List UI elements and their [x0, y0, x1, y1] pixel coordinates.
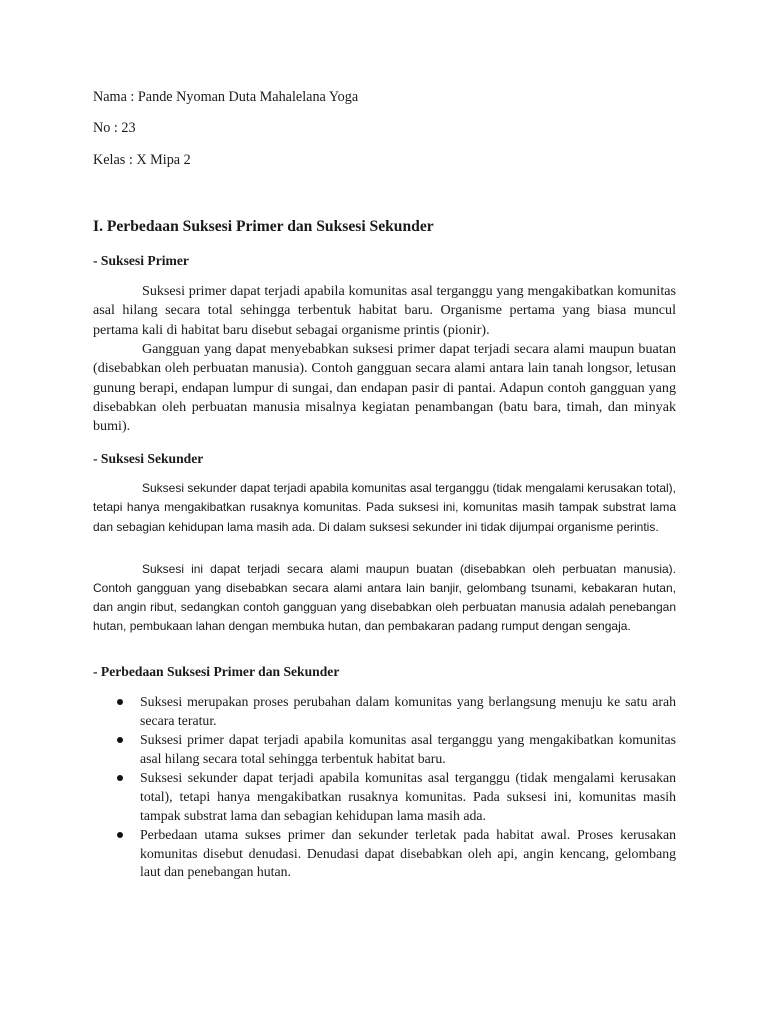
bullet-icon	[117, 699, 123, 705]
section-title: I. Perbedaan Suksesi Primer dan Suksesi Sekunder	[93, 218, 434, 235]
list-item	[93, 693, 676, 730]
student-number: No : 23	[93, 120, 136, 136]
paragraph-primer-2: Gangguan yang dapat menyebabkan suksesi primer dapat terjadi secara alami maupun buatan (disebabkan oleh perbuatan manusia). Contoh gangguan secara alami antara lain tanah longsor, letusan gunung berapi, endapan lumpur di sungai, dan endapan pasir di pantai. Adapun contoh gangguan yang disebabkan oleh perbuatan manusia misalnya kegiatan penambangan (batu bara, timah, dan minyak bumi).	[93, 341, 676, 435]
student-name: Nama : Pande Nyoman Duta Mahalelana Yoga	[93, 89, 359, 105]
list-item-text: Perbedaan utama sukses primer dan sekunder terletak pada habitat awal. Proses kerusakan komunitas disebut denudasi. Denudasi dapat disebabkan oleh api, angin kencang, gelombang laut dan penebangan hutan.	[140, 827, 676, 880]
paragraph-sekunder-2: Suksesi ini dapat terjadi secara alami maupun buatan (disebabkan oleh perbuatan manusia). Contoh gangguan yang disebabkan secara alami antara lain banjir, gelombang tsunami, kebakaran hutan, dan angin ribut, sedangkan contoh gangguan yang disebabkan oleh perbuatan manusia adalah penebangan hutan, pembukaan lahan dengan membuka hutan, dan pembakaran padang rumput dengan sengaja.	[93, 562, 676, 633]
list-item-text: Suksesi merupakan proses perubahan dalam komunitas yang berlangsung menuju ke satu arah secara teratur.	[140, 694, 676, 728]
heading-suksesi-sekunder: - Suksesi Sekunder	[93, 451, 204, 466]
list-item	[93, 731, 676, 768]
paragraph-primer-1: Suksesi primer dapat terjadi apabila komunitas asal terganggu yang mengakibatkan komunitas asal hilang secara total sehingga terbentuk habitat baru. Organisme pertama yang biasa muncul pertama kali di habitat baru disebut sebagai organisme printis (pionir).	[93, 283, 676, 338]
student-class: Kelas : X Mipa 2	[93, 152, 191, 168]
list-item-text: Suksesi sekunder dapat terjadi apabila komunitas asal terganggu (tidak mengalami kerusakan total), tetapi hanya mengakibatkan rusaknya komunitas. Pada suksesi ini, komunitas masih tampak substrat lama dan sebagian kehidupan lama masih ada.	[140, 770, 676, 823]
perbedaan-bullet-list	[93, 693, 676, 883]
bullet-icon	[117, 775, 123, 781]
list-item-text: Suksesi primer dapat terjadi apabila komunitas asal terganggu yang mengakibatkan komunitas asal hilang secara total sehingga terbentuk habitat baru.	[140, 732, 676, 766]
heading-perbedaan: - Perbedaan Suksesi Primer dan Sekunder	[93, 664, 340, 679]
bullet-icon	[117, 737, 123, 743]
paragraph-sekunder-1: Suksesi sekunder dapat terjadi apabila komunitas asal terganggu (tidak mengalami kerusakan total), tetapi hanya mengakibatkan rusaknya komunitas. Pada suksesi ini, komunitas masih tampak substrat lama dan sebagian kehidupan lama masih ada. Di dalam suksesi sekunder ini tidak dijumpai organisme perintis.	[93, 481, 676, 534]
list-item	[93, 826, 676, 882]
bullet-icon	[117, 832, 123, 838]
list-item	[93, 769, 676, 825]
heading-suksesi-primer: - Suksesi Primer	[93, 253, 189, 268]
